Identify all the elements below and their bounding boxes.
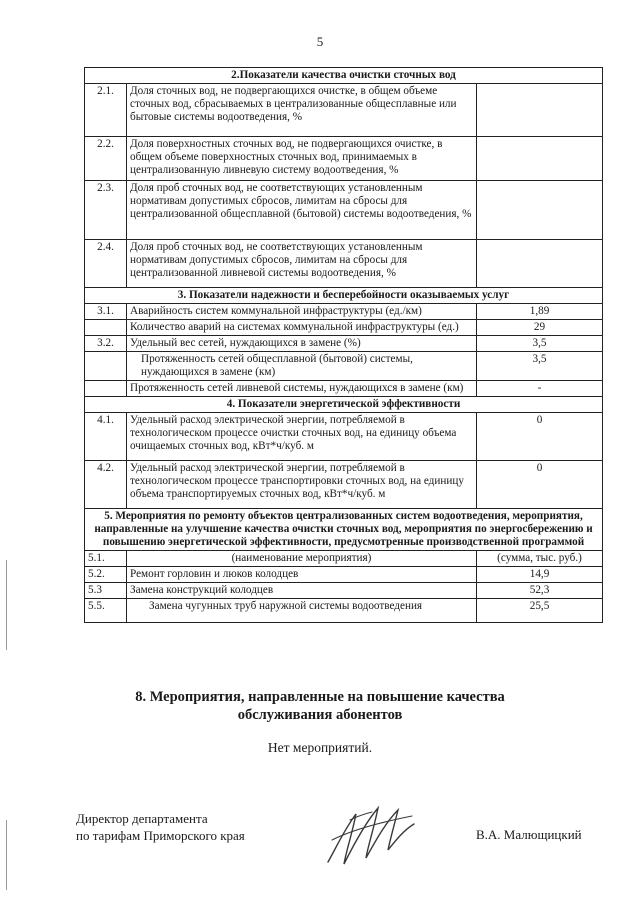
row-number: 3.1.	[85, 304, 127, 320]
row-number	[85, 381, 127, 397]
row-number: 2.1.	[85, 84, 127, 137]
table-row	[85, 567, 603, 583]
table-row	[85, 240, 603, 288]
row-number: 4.1.	[85, 413, 127, 461]
row-text: Удельный расход электрической энергии, потребляемой в технологическом процессе очистки сточных вод, на единицу объема очищаемых сточных вод, кВт*ч/куб. м	[127, 413, 477, 461]
table-row	[85, 137, 603, 181]
section-8-heading-line1: 8. Мероприятия, направленные на повышение качества	[135, 689, 505, 705]
row-text: Протяженность сетей ливневой системы, нуждающихся в замене (км)	[127, 381, 477, 397]
row-value: 0	[477, 413, 603, 461]
handwritten-signature	[322, 800, 418, 872]
section-2-header: 2.Показатели качества очистки сточных вод	[85, 68, 603, 84]
section-5-header: 5. Мероприятия по ремонту объектов централизованных систем водоотведения, мероприятия, направленные на улучшение качества очистки сточных вод, мероприятия по энергосбережению и повышению энергетической эффективности, предусмотренные производственной программой	[85, 509, 603, 551]
table-row	[85, 461, 603, 509]
row-number: 2.4.	[85, 240, 127, 288]
signatory-position	[76, 810, 245, 844]
row-value: 14,9	[477, 567, 603, 583]
row-number: 4.2.	[85, 461, 127, 509]
table-row	[85, 599, 603, 623]
row-text: Доля проб сточных вод, не соответствующих установленным нормативам допустимых сбросов, лимитам на сбросы для централизованной ливневой системы водоотведения, %	[127, 240, 477, 288]
row-value: 0	[477, 461, 603, 509]
section-5-column-header	[85, 551, 603, 567]
row-text: Доля поверхностных сточных вод, не подвергающихся очистке, в общем объеме поверхностных сточных вод, принимаемых в централизованную ливневую систему водоотведения, %	[127, 137, 477, 181]
row-value	[477, 240, 603, 288]
scan-edge-mark	[6, 820, 7, 890]
row-number: 3.2.	[85, 336, 127, 352]
row-text: Количество аварий на системах коммунальной инфраструктуры (ед.)	[127, 320, 477, 336]
table-row	[85, 583, 603, 599]
row-text: Удельный расход электрической энергии, потребляемой в технологическом процессе транспортировки сточных вод, на единицу объема транспортируемых сточных вод, кВт*ч/куб. м	[127, 461, 477, 509]
row-number: 2.3.	[85, 181, 127, 240]
row-value	[477, 84, 603, 137]
section-3-header: 3. Показатели надежности и бесперебойности оказываемых услуг	[85, 288, 603, 304]
row-text: Замена чугунных труб наружной системы водоотведения	[127, 599, 477, 623]
row-value	[477, 181, 603, 240]
table-row	[85, 413, 603, 461]
signatory-position-line2: по тарифам Приморского края	[76, 828, 245, 843]
row-number	[85, 320, 127, 336]
row-number: 5.3	[85, 583, 127, 599]
row-number: 5.5.	[85, 599, 127, 623]
row-text: Замена конструкций колодцев	[127, 583, 477, 599]
row-value: 29	[477, 320, 603, 336]
row-value: 3,5	[477, 336, 603, 352]
row-number: 5.1.	[85, 551, 127, 567]
indicators-table	[84, 67, 603, 623]
column-name-header: (наименование мероприятия)	[127, 551, 477, 567]
row-value: 1,89	[477, 304, 603, 320]
table-row	[85, 352, 603, 381]
row-number: 5.2.	[85, 567, 127, 583]
row-text: Аварийность систем коммунальной инфраструктуры (ед./км)	[127, 304, 477, 320]
section-4-header: 4. Показатели энергетической эффективности	[85, 397, 603, 413]
page-number: 5	[316, 34, 324, 49]
table-row	[85, 381, 603, 397]
row-value: 25,5	[477, 599, 603, 623]
row-text: Протяженность сетей общесплавной (бытовой) системы, нуждающихся в замене (км)	[127, 352, 477, 381]
signatory-position-line1: Директор департамента	[76, 811, 208, 826]
signatory-name: В.А. Малющицкий	[476, 827, 582, 842]
row-value	[477, 137, 603, 181]
row-text: Ремонт горловин и люков колодцев	[127, 567, 477, 583]
row-text: Доля сточных вод, не подвергающихся очистке, в общем объеме сточных вод, сбрасываемых в централизованные общесплавные или бытовые системы водоотведения, %	[127, 84, 477, 137]
row-number: 2.2.	[85, 137, 127, 181]
scan-edge-mark	[6, 560, 7, 650]
table-row	[85, 336, 603, 352]
section-8-heading	[0, 688, 640, 724]
column-sum-header: (сумма, тыс. руб.)	[477, 551, 603, 567]
row-number	[85, 352, 127, 381]
row-text: Доля проб сточных вод, не соответствующих установленным нормативам допустимых сбросов, лимитам на сбросы для централизованной общесплавной (бытовой) системы водоотведения, %	[127, 181, 477, 240]
no-measures-text: Нет мероприятий.	[267, 740, 373, 755]
table-row	[85, 84, 603, 137]
row-value: 52,3	[477, 583, 603, 599]
row-text: Удельный вес сетей, нуждающихся в замене (%)	[127, 336, 477, 352]
table-row	[85, 304, 603, 320]
table-row	[85, 320, 603, 336]
row-value: -	[477, 381, 603, 397]
table-row	[85, 181, 603, 240]
section-8-heading-line2: обслуживания абонентов	[237, 707, 403, 723]
row-value: 3,5	[477, 352, 603, 381]
